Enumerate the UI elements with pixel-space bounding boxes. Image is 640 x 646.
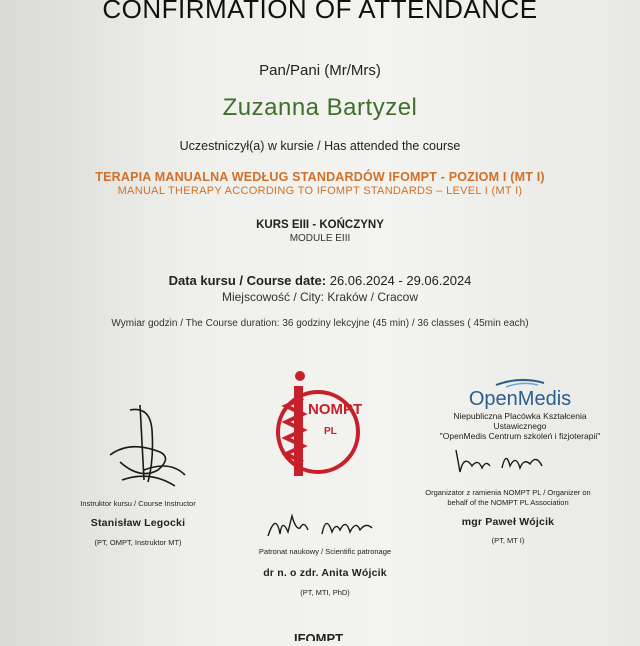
course-date-label: Data kursu / Course date: — [168, 273, 327, 288]
organizer-role-line2: behalf of the NOMPT PL Association — [447, 498, 569, 507]
course-duration: Wymiar godzin / The Course duration: 36 godziny lekcyjne (45 min) / 36 classes ( 45min each) — [111, 318, 529, 329]
instructor-credentials: (PT, OMPT, Instruktor MT) — [94, 538, 182, 547]
recipient-name: Zuzanna Bartyzel — [222, 94, 418, 121]
course-title-pl: TERAPIA MANUALNA WEDŁUG STANDARDÓW IFOMPT - POZIOM I (MT I) — [95, 170, 545, 184]
certificate-title: CONFIRMATION OF ATTENDANCE — [102, 0, 538, 24]
module-title-en: MODULE EIII — [289, 233, 351, 244]
patron-credentials: (PT, MTI, PhD) — [300, 588, 350, 597]
openmedis-name: OpenMedis — [468, 388, 572, 410]
organizer-credentials: (PT, MT I) — [491, 536, 525, 545]
signature-icon — [450, 444, 550, 480]
nompt-brand-text: NOMPT — [308, 401, 363, 418]
instructor-signature — [100, 400, 190, 500]
signature-icon — [100, 400, 190, 495]
organizer-name: mgr Paweł Wójcik — [461, 516, 555, 528]
module-title-pl: KURS EIII - KOŃCZYNY — [256, 219, 384, 231]
openmedis-line1: Niepubliczna Placówka Kształcenia Ustawicznego — [453, 411, 587, 431]
nompt-logo — [272, 368, 384, 488]
ifompt-logo — [290, 628, 350, 640]
course-title-en: MANUAL THERAPY ACCORDING TO IFOMPT STANDARDS – LEVEL I (MT I) — [117, 185, 523, 197]
patron-name: dr n. o zdr. Anita Wójcik — [263, 567, 387, 579]
openmedis-logo — [430, 378, 610, 441]
attended-text: Uczestniczył(a) w kursie / Has attended the course — [179, 139, 461, 153]
organizer-role-line1: Organizator z ramienia NOMPT PL / Organizer on — [425, 488, 591, 497]
patron-role: Patronat naukowy / Scientific patronage — [258, 547, 392, 556]
instructor-name: Stanisław Legocki — [90, 517, 186, 529]
organizer-signature — [450, 444, 550, 485]
nompt-sub-text: PL — [324, 426, 337, 437]
patron-signature — [262, 508, 382, 549]
openmedis-line2: "OpenMedis Centrum szkoleń i fizjoterapii" — [439, 431, 601, 441]
ifompt-logo-icon — [290, 629, 350, 641]
course-city: Miejscowość / City: Kraków / Cracow — [221, 290, 419, 304]
salutation: Pan/Pani (Mr/Mrs) — [259, 62, 381, 79]
course-date-value: 26.06.2024 - 29.06.2024 — [329, 273, 472, 288]
instructor-role: Instruktor kursu / Course Instructor — [80, 499, 196, 508]
nompt-logo-icon — [272, 368, 384, 488]
signature-icon — [262, 508, 382, 544]
openmedis-swoosh-icon — [490, 378, 550, 388]
course-date-row — [0, 273, 640, 288]
ifompt-logo-text: IFOMPT — [294, 631, 344, 641]
